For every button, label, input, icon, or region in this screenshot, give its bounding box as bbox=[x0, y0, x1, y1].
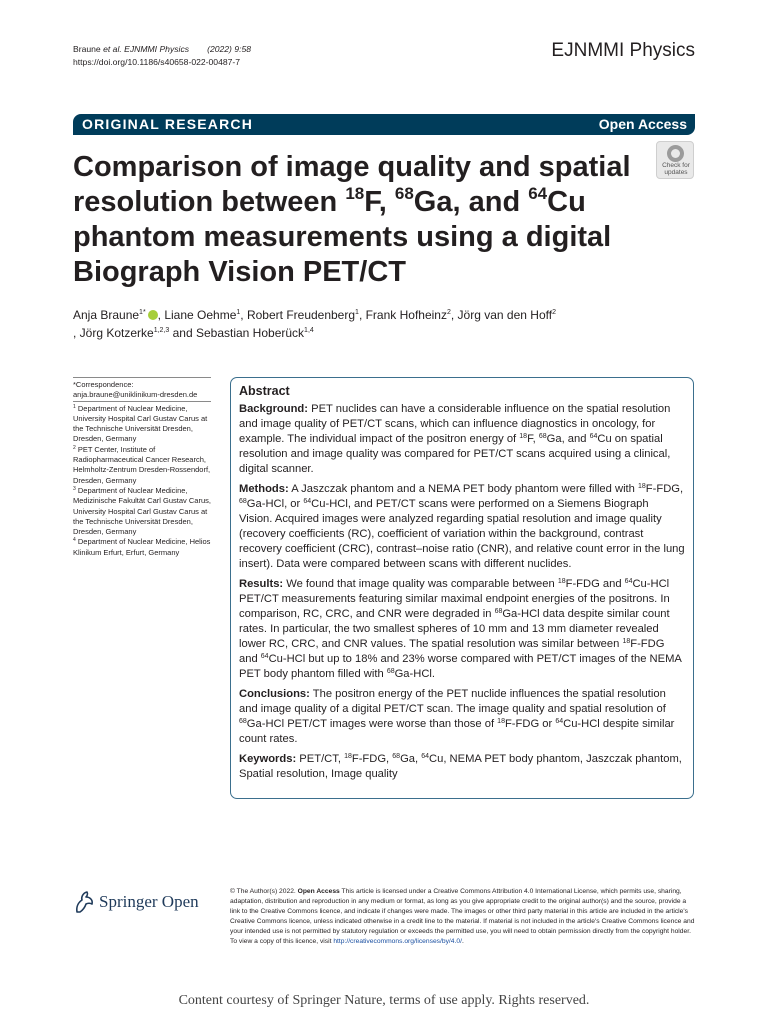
springer-horse-icon bbox=[73, 890, 95, 914]
affiliation-3: $^3$ Department of Nuclear Medicine, Medizinische Fakultät Carl Gustav Carus, University Hospital Carl Gustav Carus at the Technische Universität Dresden, Dresden, Germany bbox=[73, 485, 211, 537]
article-type: ORIGINAL RESEARCH bbox=[82, 116, 254, 132]
author-affiliation-sup: 2 bbox=[552, 309, 556, 316]
open-access-label: Open Access bbox=[598, 116, 687, 132]
author-name[interactable]: Anja Braune bbox=[73, 308, 140, 322]
author-name[interactable]: and Sebastian Hoberück bbox=[169, 326, 305, 340]
affiliation-2: $^2$ PET Center, Institute of Radiopharmaceutical Cancer Research, Helmholtz-Zentrum Dresden-Rossendorf, Dresden, Germany bbox=[73, 444, 211, 485]
article-type-banner bbox=[73, 114, 695, 135]
title-text: Cu phantom measurements using a digital Biograph Vision PET/CT bbox=[73, 186, 612, 288]
check-updates-icon bbox=[667, 145, 684, 162]
author-affiliation-sup: 1,4 bbox=[304, 327, 314, 334]
running-header bbox=[73, 43, 251, 69]
sidebar-divider bbox=[73, 377, 211, 378]
license-statement: © The Author(s) 2022. Open Access This article is licensed under a Creative Commons Attribution 4.0 International License, which permits use, sharing, adaptation, distribution and reproduction in any medium or format, as long as you give appropriate credit to the original author(s) and the source, provide a link to the Creative Commons licence, and indicate if changes were made. The images or other third party material in this article are included in the article's Creative Commons licence, unless indicated otherwise in a credit line to the material. If material is not included in the article's Creative Commons licence and your intended use is not permitted by statutory regulation or exceeds the permitted use, you will need to obtain permission directly from the copyright holder. To view a copy of this licence, visit http://creativecommons.org/licenses/by/4.0/. bbox=[230, 888, 695, 945]
title-sup: 68 bbox=[394, 184, 414, 203]
abstract-results: Results: We found that image quality was comparable between $^{18}$F-FDG and $^{64}$Cu-HCl PET/CT measurements featuring similar maximal endpoint energies of the positrons. In comparison, RC, CRC, and CNR were degraded in $^{68}$Ga-HCl data despite similar count rates. In particular, the two smallest spheres of 10 mm and 13 mm diameter revealed lower RC, CRC, and CNR values. The spatial resolution was similar between $^{18}$F-FDG and $^{64}$Cu-HCl but up to 18% and 23% worse compared with PET/CT images of the NEMA PET body phantom filled with $^{68}$Ga-HCl. bbox=[239, 578, 682, 680]
header-journal-ref: et al. EJNMMI Physics bbox=[103, 44, 190, 54]
sidebar-divider bbox=[73, 401, 211, 402]
title-sup: 18 bbox=[345, 184, 365, 203]
springer-open-logo bbox=[73, 890, 223, 920]
article-title bbox=[73, 150, 653, 290]
title-text: Comparison of image quality and spatial resolution between bbox=[73, 151, 631, 218]
abstract-keywords: Keywords: PET/CT, $^{18}$F-FDG, $^{68}$Ga, $^{64}$Cu, NEMA PET body phantom, Jaszczak phantom, Spatial resolution, Image quality bbox=[239, 753, 682, 780]
header-doi[interactable]: https://doi.org/10.1186/s40658-022-00487-7 bbox=[73, 57, 241, 67]
check-updates-label: Check for updates bbox=[662, 162, 690, 176]
abstract-conclusions: Conclusions: The positron energy of the PET nuclide influences the spatial resolution and image quality of a digital PET/CT scan. The image quality and spatial resolution of $^{68}$Ga-HCl PET/CT images were worse than those of $^{18}$F-FDG or $^{64}$Cu-HCl despite similar count rates. bbox=[239, 688, 675, 745]
footer-notice: Content courtesy of Springer Nature, terms of use apply. Rights reserved. bbox=[178, 993, 590, 1008]
author-affiliation-sup: 1* bbox=[139, 309, 146, 316]
abstract-box bbox=[230, 377, 694, 799]
affiliation-1: $^1$ Department of Nuclear Medicine, University Hospital Carl Gustav Carus at the Technische Universität Dresden, Dresden, Germany bbox=[73, 403, 208, 444]
author-affiliation-sup: 1,2,3 bbox=[153, 327, 170, 334]
correspondence-label: *Correspondence: bbox=[73, 380, 134, 389]
author-affiliation-sup: 1 bbox=[236, 309, 241, 316]
author-name[interactable]: , Frank Hofheinz bbox=[358, 308, 447, 322]
abstract-heading: Abstract bbox=[239, 384, 290, 398]
affiliation-4: $^4$ Department of Nuclear Medicine, Helios Klinikum Erfurt, Erfurt, Germany bbox=[73, 537, 211, 557]
affiliations-sidebar bbox=[73, 377, 211, 558]
title-text: Ga, and bbox=[413, 186, 529, 218]
header-authors: Braune bbox=[73, 44, 104, 54]
orcid-icon[interactable] bbox=[148, 310, 158, 320]
title-sup: 64 bbox=[528, 184, 548, 203]
header-year-volume: (2022) 9:58 bbox=[207, 44, 252, 54]
abstract-methods: Methods: A Jaszczak phantom and a NEMA PET body phantom were filled with $^{18}$F-FDG, $^{68}$Ga-HCl, or $^{64}$Cu-HCl, and PET/CT scans were performed on a Siemens Biograph Vision. Acquired images were analyzed regarding spatial resolution and image quality (recovery coefficients (RC), coefficient of variation within the background, contrast recovery coefficient (CRC), contrast–noise ratio (CNR), and relative count error in the lung insert). Data were compared between scans with different nuclides. bbox=[239, 483, 685, 570]
journal-name: EJNMMI Physics bbox=[551, 40, 695, 61]
abstract-background: Background: PET nuclides can have a considerable influence on the spatial resolution and image quality of PET/CT scans, which can influence diagnostics in oncology, for example. The individual impact of the positron energy of $^{18}$F, $^{68}$Ga, and $^{64}$Cu on spatial resolution and image quality was compared for PET/CT scans acquired using a clinical, digital scanner. bbox=[239, 403, 671, 475]
author-name[interactable]: , Robert Freudenberg bbox=[240, 308, 356, 322]
author-affiliation-sup: 1 bbox=[355, 309, 359, 316]
publisher-name: Springer Open bbox=[99, 892, 199, 911]
author-name[interactable]: , Jörg van den Hoff bbox=[450, 308, 553, 322]
author-affiliation-sup: 2 bbox=[446, 309, 451, 316]
author-name[interactable]: , Jörg Kotzerke bbox=[73, 326, 154, 340]
author-list bbox=[73, 306, 673, 342]
license-link[interactable]: http://creativecommons.org/licenses/by/4.0/ bbox=[333, 937, 462, 945]
title-text: F, bbox=[364, 186, 395, 218]
correspondence-email[interactable]: anja.braune@uniklinikum-dresden.de bbox=[73, 390, 198, 400]
author-name[interactable]: , Liane Oehme bbox=[157, 308, 237, 322]
check-for-updates-button[interactable] bbox=[656, 141, 694, 179]
